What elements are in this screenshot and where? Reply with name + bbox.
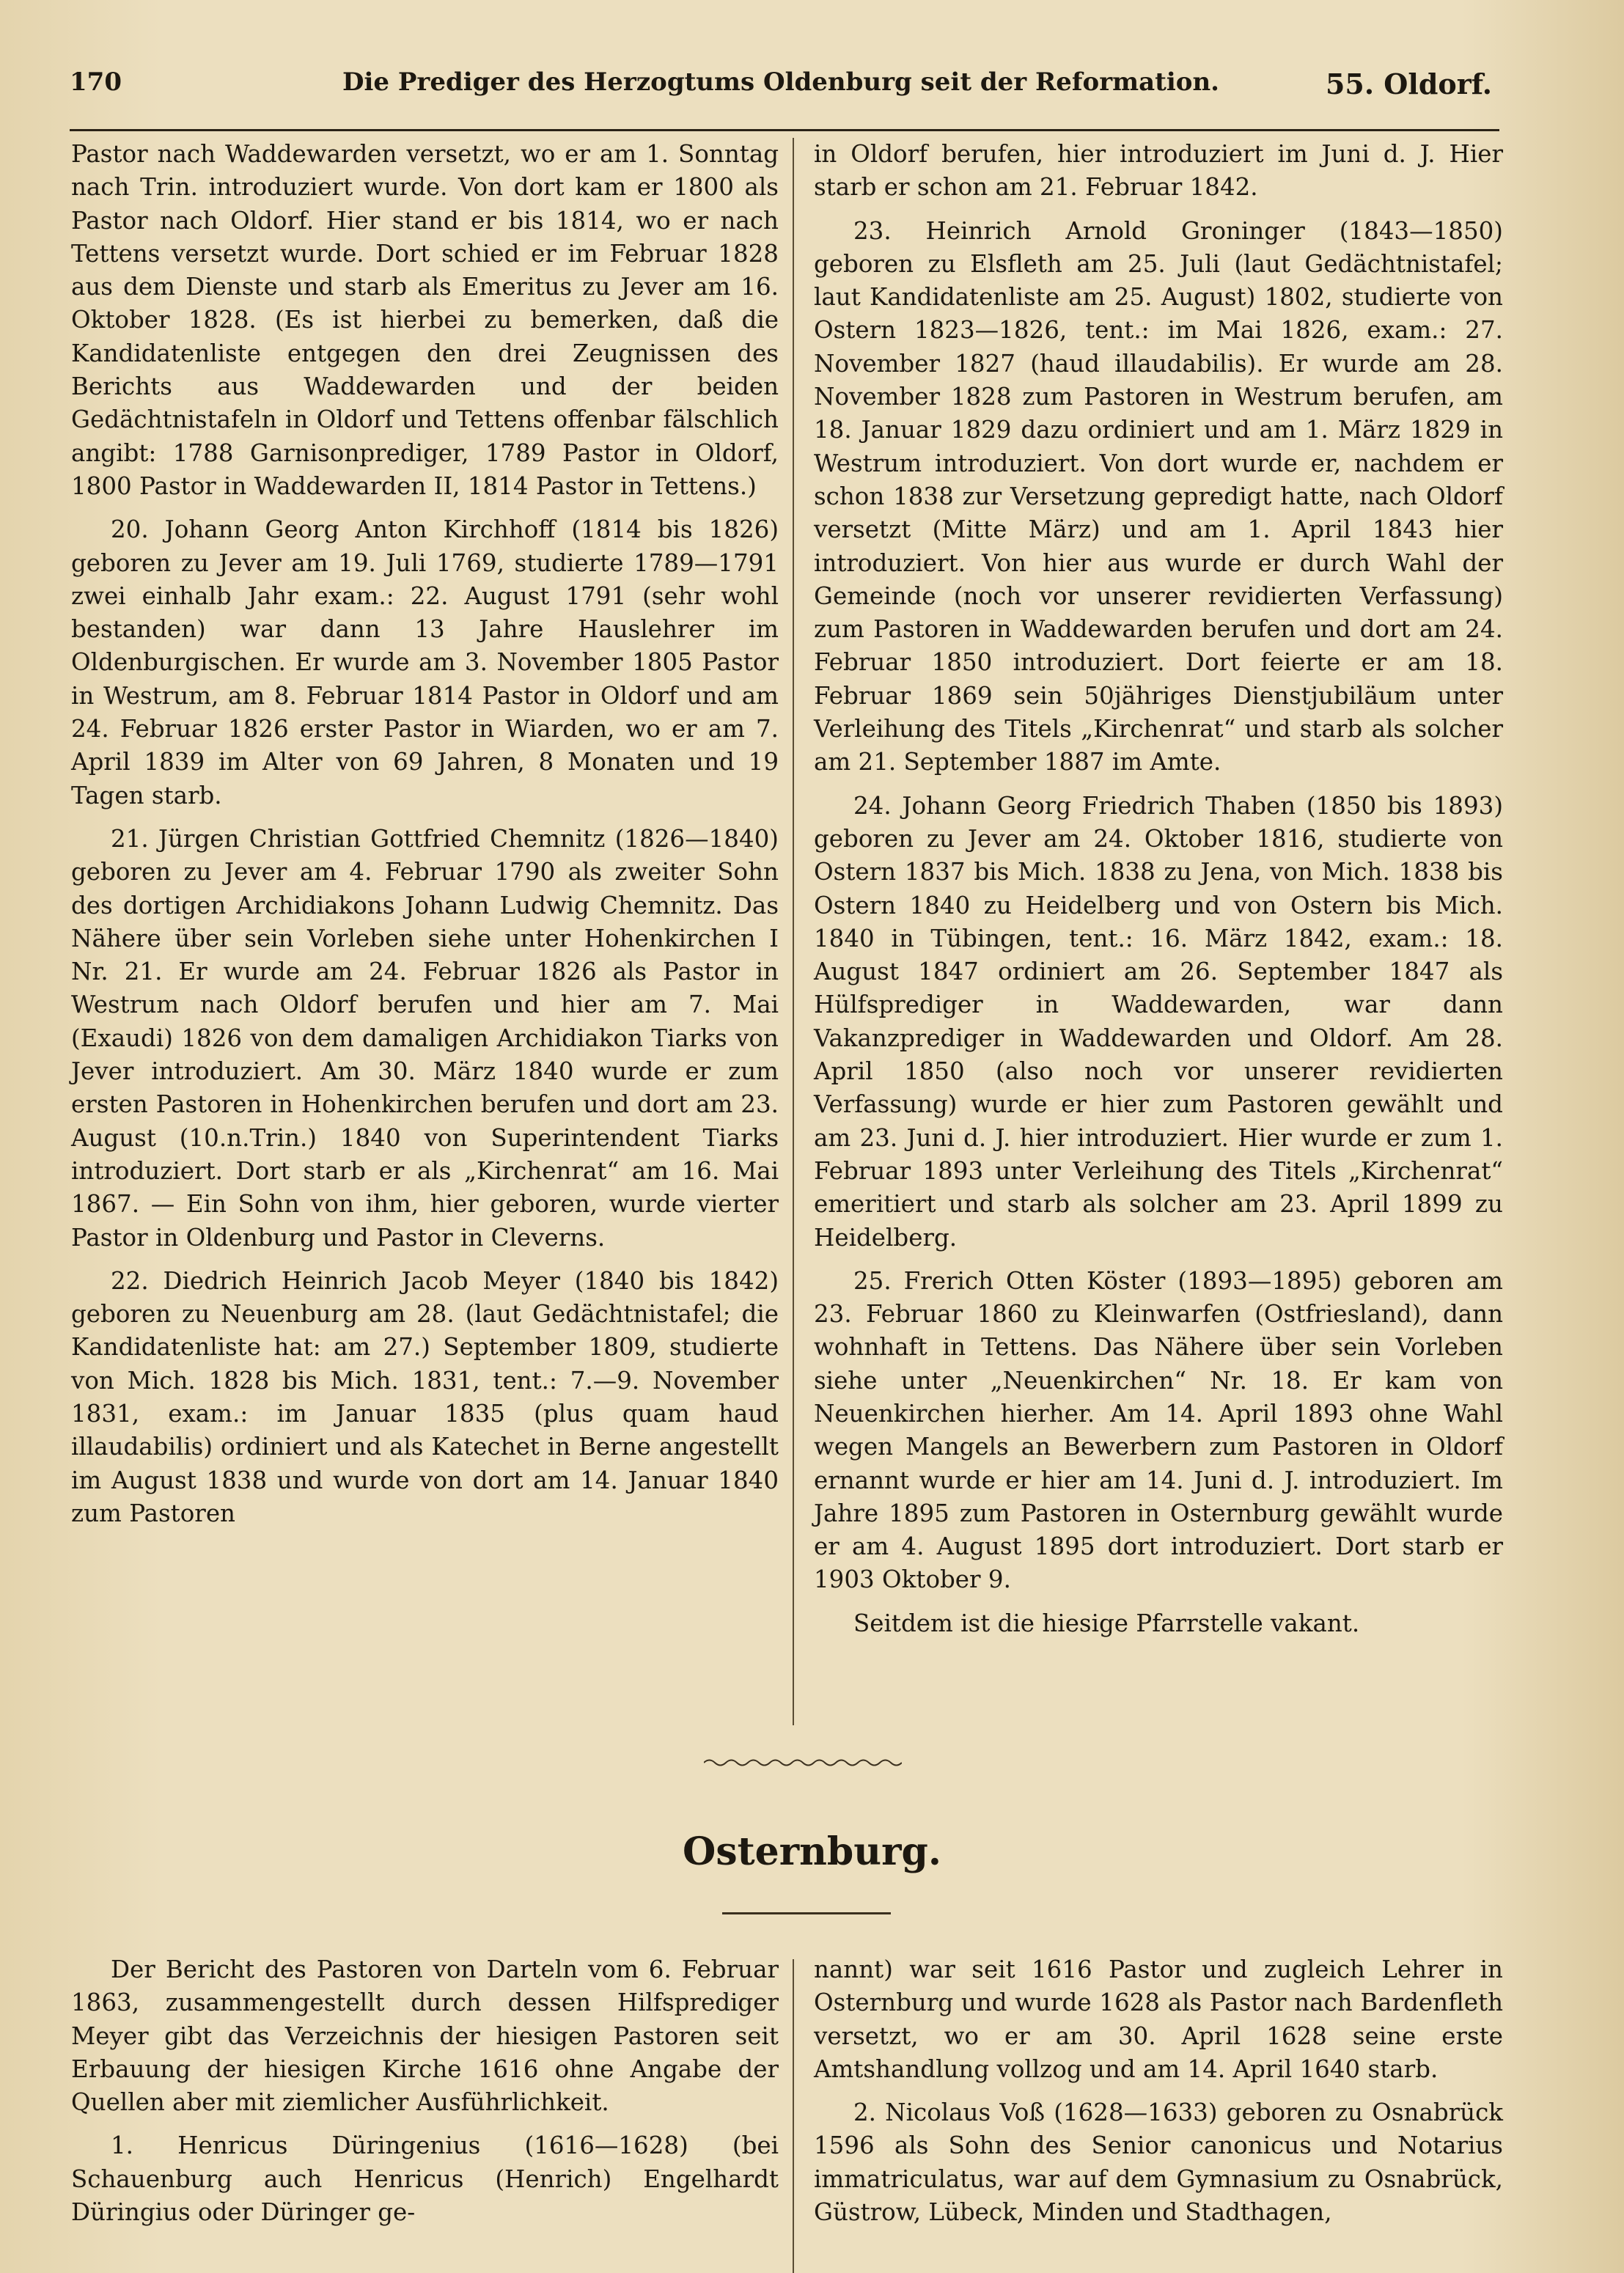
section-ornament [704, 1758, 902, 1768]
column-divider [793, 1959, 794, 2273]
page-number: 170 [70, 67, 122, 97]
paragraph: Pastor nach Waddewarden versetzt, wo er am 1. Sonntag nach Trin. introduziert wurde. Von dort kam er 1800 als Pastor nach Oldorf. Hier stand er bis 1814, wo er nach Tettens versetzt wurde. Dort schied er im Februar 1828 aus dem Dienste und starb als Emeritus zu Jever am 16. Oktober 1828. (Es ist hierbei zu bemerken, daß die Kandidatenliste entgegen den drei Zeugnissen des Berichts aus Waddewarden und der beiden Gedächtnistafeln in Oldorf und Tettens offenbar fälschlich angibt: 1788 Garnisonprediger, 1789 Pastor in Oldorf, 1800 Pastor in Waddewarden II, 1814 Pastor in Tettens.) [71, 140, 779, 500]
column-divider [793, 138, 794, 1725]
paragraph: 2. Nicolaus Voß (1628—1633) geboren zu Osnabrück 1596 als Sohn des Senior canonicus und Notarius immatriculatus, war auf dem Gymnasium zu Osnabrück, Güstrow, Lübeck, Minden und Stadthagen, [814, 2098, 1503, 2227]
osternburg-left-column [71, 1953, 779, 2239]
paragraph: 23. Heinrich Arnold Groninger (1843—1850) geboren zu Elsfleth am 25. Juli (laut Gedächtnistafel; laut Kandidatenliste am 25. August) 1802, studierte von Ostern 1823—1826, tent.: im Mai 1826, exam.: 27. November 1827 (haud illaudabilis). Er wurde am 28. November 1828 zum Pastoren in Westrum berufen, am 18. Januar 1829 dazu ordiniert und am 1. März 1829 in Westrum introduziert. Von dort wurde er, nachdem er schon 1838 zur Versetzung gepredigt hatte, nach Oldorf versetzt (Mitte März) und am 1. April 1843 hier introduziert. Von hier aus wurde er durch Wahl der Gemeinde (noch vor unserer revidierten Verfassung) zum Pastoren in Waddewarden berufen und dort am 24. Februar 1850 introduziert. Dort feierte er am 18. Februar 1869 sein 50jähriges Dienstjubiläum unter Verleihung des Titels „Kirchenrat“ und starb als solcher am 21. September 1887 im Amte. [814, 216, 1503, 776]
section-label: 55. Oldorf. [1325, 67, 1492, 100]
section-title: Osternburg. [683, 1829, 941, 1874]
running-header [70, 67, 1492, 111]
paragraph: 21. Jürgen Christian Gottfried Chemnitz (1826—1840) geboren zu Jever am 4. Februar 1790 als zweiter Sohn des dortigen Archidiakons Johann Ludwig Chemnitz. Das Nähere über sein Vorleben siehe unter Hohenkirchen I Nr. 21. Er wurde am 24. Februar 1826 als Pastor in Westrum nach Oldorf berufen und hier am 7. Mai (Exaudi) 1826 von dem damaligen Archidiakon Tiarks von Jever introduziert. Am 30. März 1840 wurde er zum ersten Pastoren in Hohenkirchen berufen und dort am 23. August (10.n.Trin.) 1840 von Superintendent Tiarks introduziert. Dort starb er als „Kirchenrat“ am 16. Mai 1867. — Ein Sohn von ihm, hier geboren, wurde vierter Pastor in Oldenburg und Pastor in Cleverns. [71, 824, 779, 1252]
oldorf-right-column [814, 138, 1503, 1650]
paragraph: 22. Diedrich Heinrich Jacob Meyer (1840 bis 1842) geboren zu Neuenburg am 28. (laut Gedächtnistafel; die Kandidatenliste hat: am 27.) September 1809, studierte von Mich. 1828 bis Mich. 1831, tent.: 7.—9. November 1831, exam.: im Januar 1835 (plus quam haud illaudabilis) ordiniert und als Katechet in Berne angestellt im August 1838 und wurde von dort am 14. Januar 1840 zum Pastoren [71, 1266, 779, 1527]
paragraph: in Oldorf berufen, hier introduziert im Juni d. J. Hier starb er schon am 21. Februar 1842. [814, 140, 1503, 202]
paragraph: 24. Johann Georg Friedrich Thaben (1850 bis 1893) geboren zu Jever am 24. Oktober 1816, studierte von Ostern 1837 bis Mich. 1838 zu Jena, von Mich. 1838 bis Ostern 1840 zu Heidelberg und von Ostern bis Mich. 1840 in Tübingen, tent.: 16. März 1842, exam.: 18. August 1847 ordiniert am 26. September 1847 als Hülfsprediger in Waddewarden, war dann Vakanzprediger in Waddewarden und Oldorf. Am 28. April 1850 (also noch vor unserer revidierten Verfassung) wurde er hier zum Pastoren gewählt und am 23. Juni d. J. hier introduziert. Hier wurde er zum 1. Februar 1893 unter Verleihung des Titels „Kirchenrat“ emeritiert und starb als solcher am 23. April 1899 zu Heidelberg. [814, 791, 1503, 1252]
running-title: Die Prediger des Herzogtums Oldenburg seit der Reformation. [342, 67, 1220, 97]
header-rule [70, 129, 1499, 131]
oldorf-left-column [71, 138, 779, 1541]
closing-line: Seitdem ist die hiesige Pfarrstelle vakant. [853, 1609, 1360, 1637]
paragraph: 20. Johann Georg Anton Kirchhoff (1814 bis 1826) geboren zu Jever am 19. Juli 1769, studierte 1789—1791 zwei einhalb Jahr exam.: 22. August 1791 (sehr wohl bestanden) war dann 13 Jahre Hauslehrer im Oldenburgischen. Er wurde am 3. November 1805 Pastor in Westrum, am 8. Februar 1814 Pastor in Oldorf und am 24. Februar 1826 erster Pastor in Wiarden, wo er am 7. April 1839 im Alter von 69 Jahren, 8 Monaten und 19 Tagen starb. [71, 515, 779, 809]
paragraph: nannt) war seit 1616 Pastor und zugleich Lehrer in Osternburg und wurde 1628 als Pastor nach Bardenfleth versetzt, wo er am 30. April 1628 seine erste Amtshandlung vollzog und am 14. April 1640 starb. [814, 1956, 1503, 2083]
paragraph: 25. Frerich Otten Köster (1893—1895) geboren am 23. Februar 1860 zu Kleinwarfen (Ostfriesland), dann wohnhaft in Tettens. Das Nähere über sein Vorleben siehe unter „Neuenkirchen“ Nr. 18. Er kam von Neuenkirchen hierher. Am 14. April 1893 ohne Wahl wegen Mangels an Bewerbern zum Pastoren in Oldorf ernannt wurde er hier am 14. Juni d. J. introduziert. Im Jahre 1895 zum Pastoren in Osternburg gewählt wurde er am 4. August 1895 dort introduziert. Dort starb er 1903 Oktober 9. [814, 1266, 1503, 1594]
paragraph: Der Bericht des Pastoren von Darteln vom 6. Februar 1863, zusammengestellt durch dessen Hilfsprediger Meyer gibt das Verzeichnis der hiesigen Pastoren seit Erbauung der hiesigen Kirche 1616 ohne Angabe der Quellen aber mit ziemlicher Ausführlichkeit. [71, 1956, 779, 2117]
osternburg-right-column [814, 1953, 1503, 2239]
title-underline [722, 1912, 891, 1914]
paragraph: 1. Henricus Düringenius (1616—1628) (bei Schauenburg auch Henricus (Henrich) Engelhardt Düringius oder Düringer ge- [71, 2131, 779, 2227]
